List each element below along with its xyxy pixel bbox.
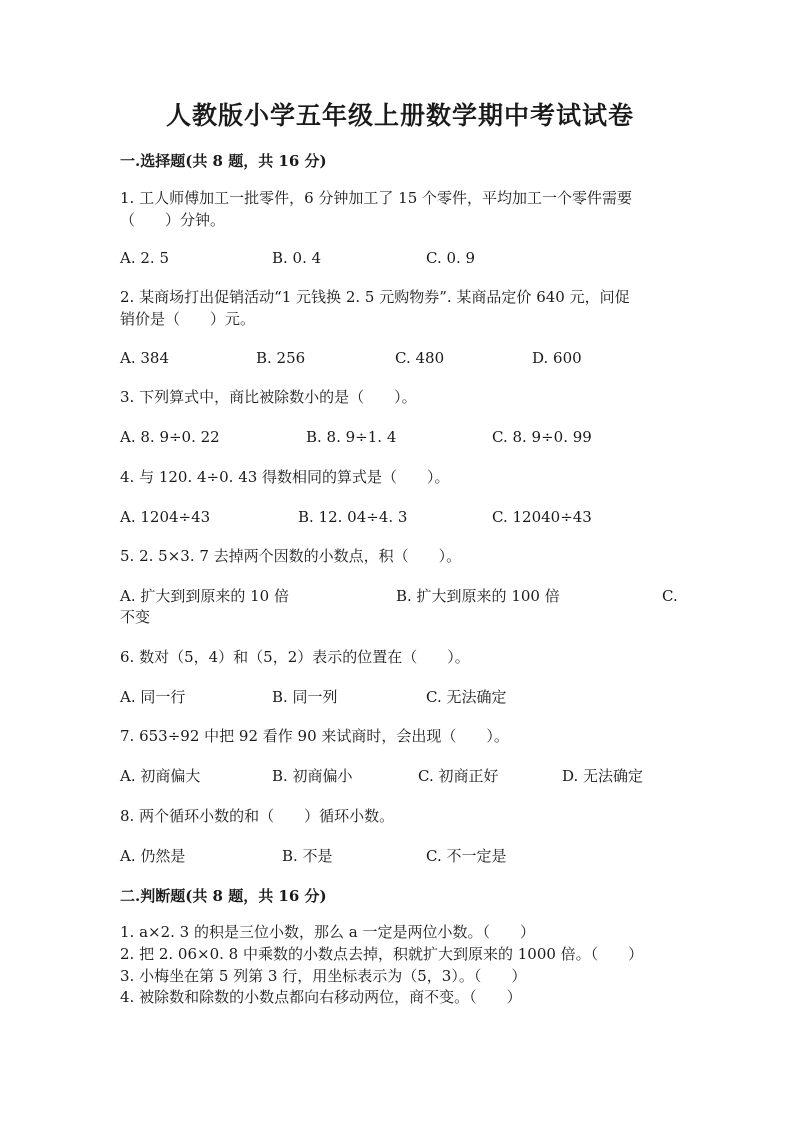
question-7	[120, 725, 680, 747]
option-c[interactable]: C. 0. 9	[426, 249, 476, 267]
question-text: 8. 两个循环小数的和（ ）循环小数。	[120, 807, 395, 825]
judgement-item-3: 3. 小梅坐在第 5 列第 3 行，用坐标表示为（5，3）。（ ）	[120, 967, 527, 985]
option-c[interactable]: C. 不一定是	[426, 847, 507, 865]
options-7	[120, 765, 680, 787]
question-text: 6. 数对（5，4）和（5，2）表示的位置在（ ）。	[120, 648, 470, 666]
option-a[interactable]: A. 1204÷43	[120, 508, 211, 526]
question-text: （ ）分钟。	[120, 211, 226, 229]
question-1	[120, 187, 680, 231]
option-b[interactable]: B. 初商偏小	[272, 767, 353, 785]
option-b[interactable]: B. 0. 4	[272, 249, 322, 267]
option-a[interactable]: A. 初商偏大	[120, 767, 201, 785]
option-c-text: 不变	[120, 608, 151, 626]
option-b[interactable]: B. 256	[256, 349, 306, 367]
section-heading-choice: 一.选择题(共 8 题，共 16 分)	[120, 152, 327, 170]
question-2	[120, 286, 680, 330]
page-title: 人教版小学五年级上册数学期中考试试卷	[165, 101, 634, 130]
option-c[interactable]: C. 480	[395, 349, 445, 367]
option-b[interactable]: B. 同一列	[272, 688, 338, 706]
options-5	[120, 585, 680, 607]
question-3	[120, 386, 680, 408]
judgement-item-1: 1. a×2. 3 的积是三位小数，那么 a 一定是两位小数。（ ）	[120, 923, 535, 941]
question-text: 4. 与 120. 4÷0. 43 得数相同的算式是（ ）。	[120, 468, 450, 486]
options-2	[120, 347, 680, 369]
option-c[interactable]: C. 8. 9÷0. 99	[492, 428, 592, 446]
option-a[interactable]: A. 8. 9÷0. 22	[120, 428, 220, 446]
options-1	[120, 247, 680, 269]
question-6	[120, 646, 680, 668]
section-heading-judgement: 二.判断题(共 8 题，共 16 分)	[120, 887, 327, 905]
option-d[interactable]: D. 无法确定	[562, 767, 644, 785]
option-a[interactable]: A. 仍然是	[120, 847, 186, 865]
question-text: 7. 653÷92 中把 92 看作 90 来试商时，会出现（ ）。	[120, 727, 509, 745]
question-text: 1. 工人师傅加工一批零件，6 分钟加工了 15 个零件，平均加工一个零件需要	[120, 189, 633, 207]
option-a[interactable]: A. 384	[120, 349, 169, 367]
question-8	[120, 805, 680, 827]
option-a[interactable]: A. 同一行	[120, 688, 186, 706]
option-b[interactable]: B. 不是	[282, 847, 333, 865]
option-c[interactable]: C.	[662, 587, 678, 605]
option-a[interactable]: A. 扩大到到原来的 10 倍	[120, 587, 289, 605]
question-text: 3. 下列算式中，商比被除数小的是（ ）。	[120, 388, 417, 406]
option-b[interactable]: B. 扩大到原来的 100 倍	[396, 587, 560, 605]
question-4	[120, 466, 680, 488]
option-a[interactable]: A. 2. 5	[120, 249, 169, 267]
option-b[interactable]: B. 12. 04÷4. 3	[298, 508, 408, 526]
option-d[interactable]: D. 600	[532, 349, 582, 367]
option-c[interactable]: C. 无法确定	[426, 688, 507, 706]
question-5	[120, 545, 680, 567]
option-b[interactable]: B. 8. 9÷1. 4	[306, 428, 397, 446]
question-text: 销价是（ ）元。	[120, 310, 256, 328]
question-text: 2. 某商场打出促销活动“1 元钱换 2. 5 元购物券”. 某商品定价 640 元，问促	[120, 288, 630, 306]
options-8	[120, 845, 680, 867]
judgement-item-2: 2. 把 2. 06×0. 8 中乘数的小数点去掉，积就扩大到原来的 1000 倍。（ ）	[120, 945, 644, 963]
options-4	[120, 506, 680, 528]
options-6	[120, 686, 680, 708]
option-c[interactable]: C. 初商正好	[418, 767, 499, 785]
judgement-item-4: 4. 被除数和除数的小数点都向右移动两位，商不变。（ ）	[120, 988, 522, 1006]
question-text: 5. 2. 5×3. 7 去掉两个因数的小数点，积（ ）。	[120, 547, 462, 565]
option-c[interactable]: C. 12040÷43	[492, 508, 592, 526]
options-3	[120, 426, 680, 448]
